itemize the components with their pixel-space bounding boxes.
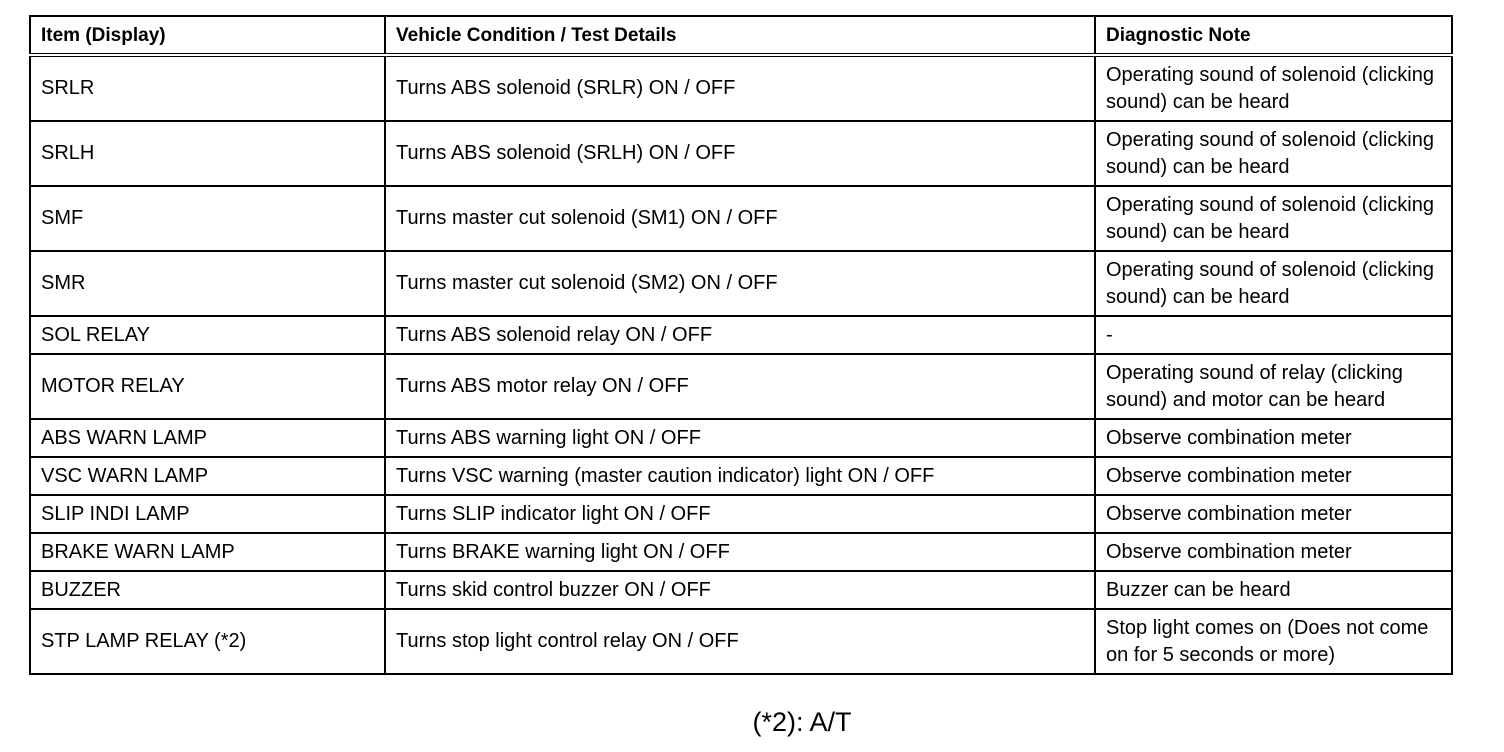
diagnostic-table <box>29 15 1453 675</box>
cell-item: VSC WARN LAMP <box>30 457 385 495</box>
table-row <box>30 419 1452 457</box>
cell-item: SMR <box>30 251 385 316</box>
table-row <box>30 251 1452 316</box>
cell-note: Observe combination meter <box>1095 419 1452 457</box>
cell-condition: Turns skid control buzzer ON / OFF <box>385 571 1095 609</box>
cell-condition: Turns ABS solenoid (SRLH) ON / OFF <box>385 121 1095 186</box>
column-header-condition: Vehicle Condition / Test Details <box>385 16 1095 55</box>
cell-item: STP LAMP RELAY (*2) <box>30 609 385 674</box>
column-header-item: Item (Display) <box>30 16 385 55</box>
cell-note: Stop light comes on (Does not come on for 5 seconds or more) <box>1095 609 1452 674</box>
cell-item: SMF <box>30 186 385 251</box>
cell-note: Operating sound of solenoid (clicking sound) can be heard <box>1095 186 1452 251</box>
cell-item: ABS WARN LAMP <box>30 419 385 457</box>
cell-condition: Turns ABS warning light ON / OFF <box>385 419 1095 457</box>
cell-item: SRLH <box>30 121 385 186</box>
cell-condition: Turns master cut solenoid (SM1) ON / OFF <box>385 186 1095 251</box>
cell-note: Operating sound of relay (clicking sound) and motor can be heard <box>1095 354 1452 419</box>
table-row <box>30 609 1452 674</box>
cell-condition: Turns ABS solenoid relay ON / OFF <box>385 316 1095 354</box>
cell-condition: Turns BRAKE warning light ON / OFF <box>385 533 1095 571</box>
cell-condition: Turns ABS solenoid (SRLR) ON / OFF <box>385 55 1095 121</box>
table-row <box>30 533 1452 571</box>
cell-note: Operating sound of solenoid (clicking sound) can be heard <box>1095 121 1452 186</box>
table-row <box>30 571 1452 609</box>
cell-item: BRAKE WARN LAMP <box>30 533 385 571</box>
cell-note: Operating sound of solenoid (clicking sound) can be heard <box>1095 55 1452 121</box>
cell-condition: Turns SLIP indicator light ON / OFF <box>385 495 1095 533</box>
cell-note: Observe combination meter <box>1095 457 1452 495</box>
table-row <box>30 354 1452 419</box>
cell-note: Buzzer can be heard <box>1095 571 1452 609</box>
cell-item: SLIP INDI LAMP <box>30 495 385 533</box>
cell-note: Observe combination meter <box>1095 533 1452 571</box>
table-row <box>30 55 1452 121</box>
cell-note: Operating sound of solenoid (clicking sound) can be heard <box>1095 251 1452 316</box>
cell-item: SOL RELAY <box>30 316 385 354</box>
table-row <box>30 457 1452 495</box>
cell-note: - <box>1095 316 1452 354</box>
cell-item: BUZZER <box>30 571 385 609</box>
table-row <box>30 316 1452 354</box>
footnote: (*2): A/T <box>752 707 852 737</box>
cell-condition: Turns master cut solenoid (SM2) ON / OFF <box>385 251 1095 316</box>
table-row <box>30 121 1452 186</box>
table-row <box>30 495 1452 533</box>
cell-condition: Turns ABS motor relay ON / OFF <box>385 354 1095 419</box>
table-row <box>30 186 1452 251</box>
cell-condition: Turns VSC warning (master caution indicator) light ON / OFF <box>385 457 1095 495</box>
table-header-row <box>30 16 1452 55</box>
cell-note: Observe combination meter <box>1095 495 1452 533</box>
column-header-note: Diagnostic Note <box>1095 16 1452 55</box>
cell-item: SRLR <box>30 55 385 121</box>
cell-condition: Turns stop light control relay ON / OFF <box>385 609 1095 674</box>
cell-item: MOTOR RELAY <box>30 354 385 419</box>
